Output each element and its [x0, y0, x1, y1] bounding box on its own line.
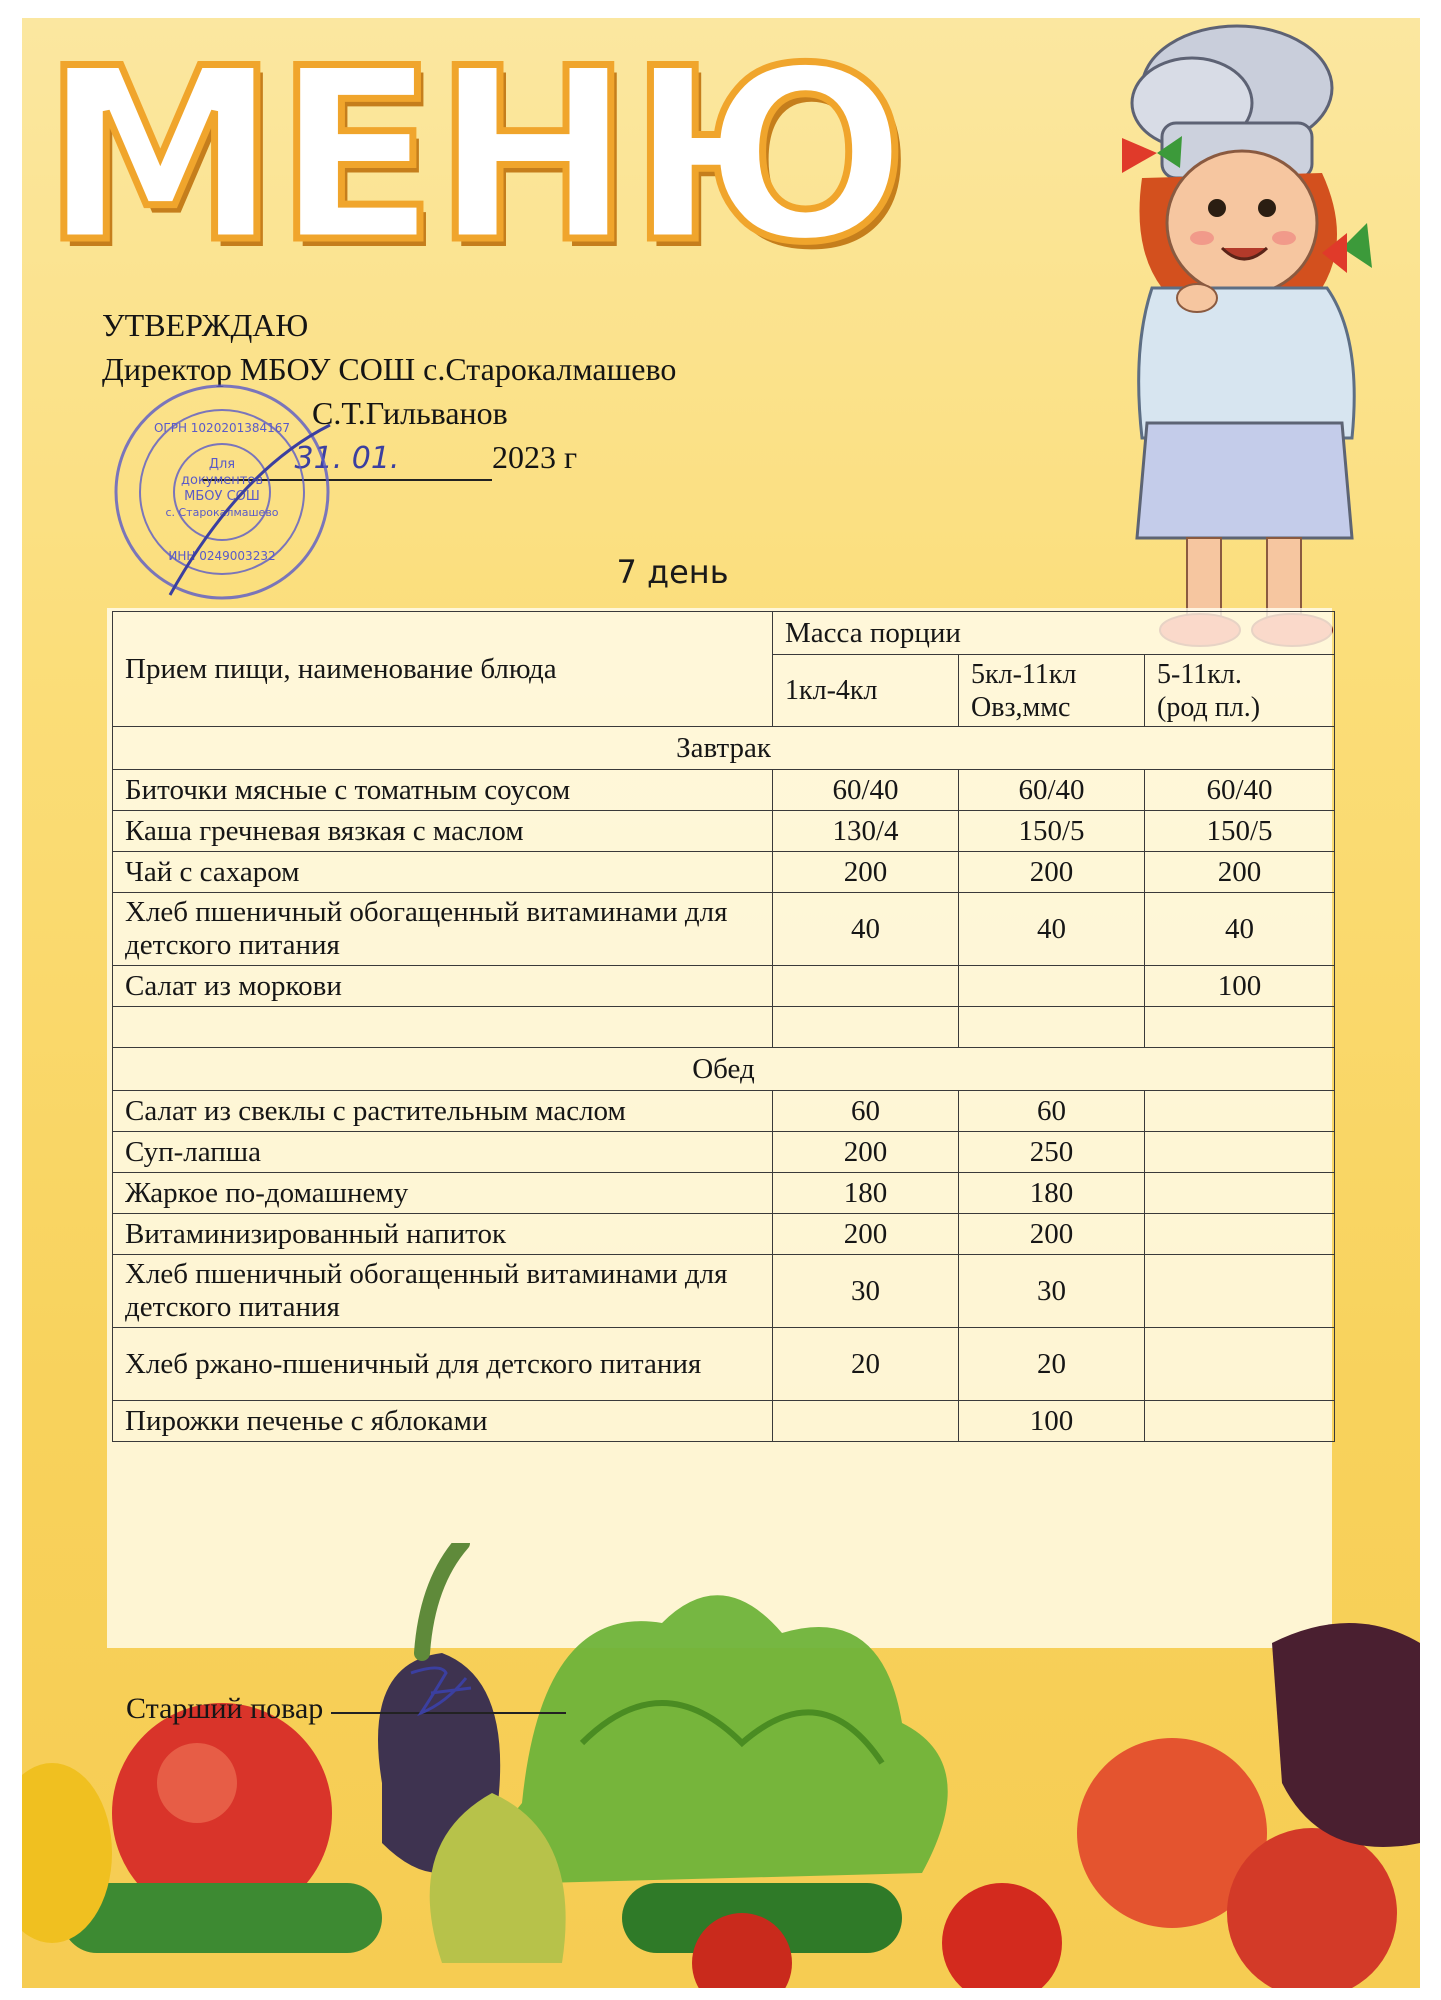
portion-5-11: 60 — [959, 1091, 1145, 1132]
portion-5-11: 180 — [959, 1173, 1145, 1214]
vegetables-illustration — [22, 1543, 1420, 1988]
portion-5-11-parent: 100 — [1145, 966, 1335, 1007]
table-row — [113, 893, 1335, 966]
director-title: Директор МБОУ СОШ с.Старокалмашево — [102, 351, 677, 387]
menu-title: МЕНЮ — [42, 18, 904, 295]
dish-name — [113, 1007, 773, 1048]
portion-1-4: 200 — [773, 1214, 959, 1255]
portion-5-11-parent — [1145, 1255, 1335, 1328]
stamp-text-3: МБОУ СОШ — [184, 489, 260, 504]
header-col3 — [1145, 655, 1335, 727]
header-portion: Масса порции — [773, 612, 1335, 655]
portion-1-4: 40 — [773, 893, 959, 966]
header-col3-line1: 5-11кл. — [1157, 658, 1242, 690]
header-col2 — [959, 655, 1145, 727]
portion-5-11-parent — [1145, 1401, 1335, 1442]
section-row — [113, 1048, 1335, 1091]
table-row — [113, 1173, 1335, 1214]
header-col3-line2: (род пл.) — [1157, 691, 1261, 723]
portion-5-11 — [959, 1007, 1145, 1048]
portion-1-4: 130/4 — [773, 811, 959, 852]
dish-name: Салат из моркови — [113, 966, 773, 1007]
portion-5-11-parent: 150/5 — [1145, 811, 1335, 852]
dish-name: Витаминизированный напиток — [113, 1214, 773, 1255]
header-col2-line1: 5кл-11кл — [971, 658, 1077, 690]
section-title: Обед — [113, 1048, 1335, 1091]
menu-table-body — [113, 612, 1335, 1442]
portion-5-11: 100 — [959, 1401, 1145, 1442]
dish-name: Биточки мясные с томатным соусом — [113, 770, 773, 811]
dish-name: Хлеб ржано-пшеничный для детского питания — [113, 1328, 773, 1401]
dish-name: Каша гречневая вязкая с маслом — [113, 811, 773, 852]
table-row — [113, 966, 1335, 1007]
approval-year: 2023 г — [492, 439, 578, 475]
table-row — [113, 1255, 1335, 1328]
portion-5-11: 60/40 — [959, 770, 1145, 811]
portion-5-11-parent: 200 — [1145, 852, 1335, 893]
table-row — [113, 852, 1335, 893]
portion-1-4: 30 — [773, 1255, 959, 1328]
dish-name: Пирожки печенье с яблоками — [113, 1401, 773, 1442]
stamp-text-1: Для — [208, 457, 236, 472]
header-col1: 1кл-4кл — [773, 655, 959, 727]
portion-5-11: 40 — [959, 893, 1145, 966]
director-name: С.Т.Гильванов — [312, 395, 508, 431]
portion-5-11-parent — [1145, 1132, 1335, 1173]
portion-5-11: 200 — [959, 852, 1145, 893]
section-row — [113, 727, 1335, 770]
dish-name: Салат из свеклы с растительным маслом — [113, 1091, 773, 1132]
cook-signature-mark — [401, 1658, 481, 1728]
table-row — [113, 1091, 1335, 1132]
portion-1-4 — [773, 966, 959, 1007]
header-row-1 — [113, 612, 1335, 655]
portion-5-11-parent — [1145, 1007, 1335, 1048]
cook-label: Старший повар — [126, 1692, 324, 1725]
stamp-text-4: с. Старокалмашево — [165, 506, 279, 519]
dish-name: Чай с сахаром — [113, 852, 773, 893]
header-col2-line2: Овз,ммс — [971, 691, 1071, 723]
portion-1-4: 200 — [773, 852, 959, 893]
portion-1-4: 180 — [773, 1173, 959, 1214]
table-row — [113, 1328, 1335, 1401]
stamp-text-2: документов — [181, 473, 263, 488]
senior-cook-signature — [126, 1686, 566, 1726]
table-row — [113, 770, 1335, 811]
dish-name: Хлеб пшеничный обогащенный витаминами для детского питания — [113, 1255, 773, 1328]
table-row — [113, 1007, 1335, 1048]
portion-1-4: 60 — [773, 1091, 959, 1132]
table-row — [113, 1214, 1335, 1255]
portion-1-4 — [773, 1007, 959, 1048]
approve-label: УТВЕРЖДАЮ — [102, 307, 309, 343]
table-row — [113, 1132, 1335, 1173]
dish-name: Хлеб пшеничный обогащенный витаминами для детского питания — [113, 893, 773, 966]
stamp-inn: ИНН 0249003232 — [168, 549, 276, 563]
header-meal: Прием пищи, наименование блюда — [113, 612, 773, 727]
portion-5-11 — [959, 966, 1145, 1007]
portion-1-4: 20 — [773, 1328, 959, 1401]
portion-5-11: 20 — [959, 1328, 1145, 1401]
portion-1-4: 60/40 — [773, 770, 959, 811]
portion-5-11: 200 — [959, 1214, 1145, 1255]
stamp-ogrn: ОГРН 1020201384167 — [153, 421, 291, 435]
portion-5-11-parent: 60/40 — [1145, 770, 1335, 811]
menu-sheet — [22, 18, 1420, 1988]
day-label: 7 день — [616, 553, 729, 591]
section-title: Завтрак — [113, 727, 1335, 770]
portion-5-11-parent — [1145, 1173, 1335, 1214]
portion-5-11-parent — [1145, 1328, 1335, 1401]
dish-name: Суп-лапша — [113, 1132, 773, 1173]
table-row — [113, 1401, 1335, 1442]
portion-1-4: 200 — [773, 1132, 959, 1173]
portion-1-4 — [773, 1401, 959, 1442]
menu-table — [112, 611, 1335, 1442]
portion-5-11-parent — [1145, 1214, 1335, 1255]
portion-5-11-parent: 40 — [1145, 893, 1335, 966]
handwritten-date: 31. 01. — [202, 439, 492, 481]
portion-5-11-parent — [1145, 1091, 1335, 1132]
table-row — [113, 811, 1335, 852]
portion-5-11: 30 — [959, 1255, 1145, 1328]
portion-5-11: 150/5 — [959, 811, 1145, 852]
portion-5-11: 250 — [959, 1132, 1145, 1173]
dish-name: Жаркое по-домашнему — [113, 1173, 773, 1214]
